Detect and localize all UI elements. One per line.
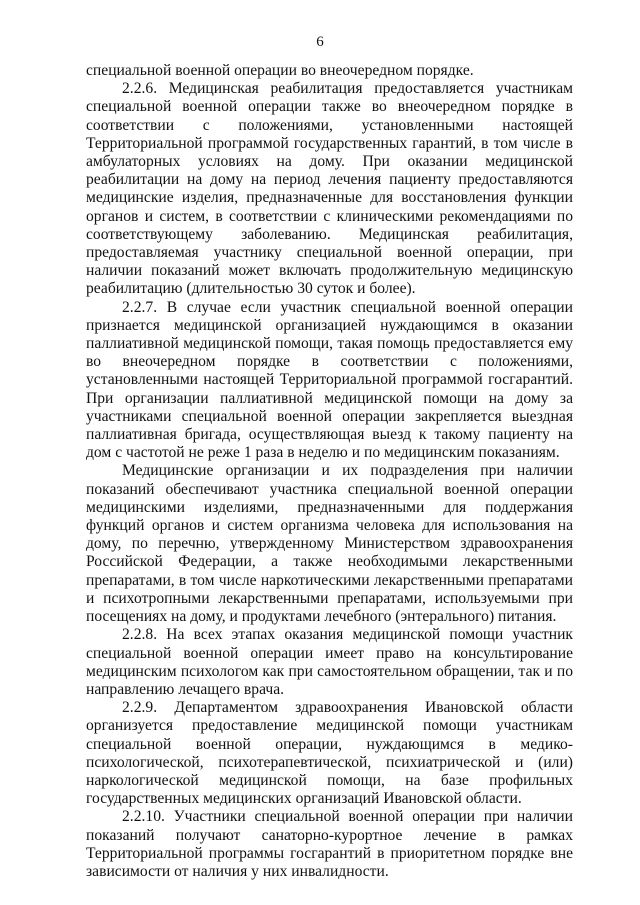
paragraph-2-2-7: 2.2.7. В случае если участник специальной военной операции признается медицинской организацией нуждающимся в оказании паллиативной медицинской помощи, такая помощь предоставляется ему во внеочередном порядке в соответствии с положениями, установленными настоящей Территориальной программой госгарантий. При организации паллиативной медицинской помощи на дому за участниками специальной военной операции закрепляется выездная паллиативная бригада, осуществляющая выезд к такому пациенту на дом с частотой не реже 1 раза в неделю и по медицинским показаниям. — [86, 298, 573, 462]
paragraph-2-2-8: 2.2.8. На всех этапах оказания медицинской помощи участник специальной военной операции имеет право на консультирование медицинским психологом как при самостоятельном обращении, так и по направлению лечащего врача. — [86, 626, 573, 698]
paragraph-2-2-10: 2.2.10. Участники специальной военной операции при наличии показаний получают санаторно-курортное лечение в рамках Территориальной программы госгарантий в приоритетном порядке вне зависимости от наличия у них инвалидности. — [86, 808, 573, 880]
paragraph-2-2-9: 2.2.9. Департаментом здравоохранения Ивановской области организуется предоставление медицинской помощи участникам специальной военной операции, нуждающимся в медико-психологической, психотерапевтической, психиатрической и (или) наркологической медицинской помощи, на базе профильных государственных медицинских организаций Ивановской области. — [86, 699, 573, 808]
paragraph-continuation: специальной военной операции во внеочередном порядке. — [86, 62, 474, 79]
paragraph-2-2-6: 2.2.6. Медицинская реабилитация предоставляется участникам специальной военной операции также во внеочередном порядке в соответствии с положениями, установленными настоящей Территориальной программой государственных гарантий, в том числе в амбулаторных условиях на дому. При оказании медицинской реабилитации на дому на период лечения пациенту предоставляются медицинские изделия, предназначенные для восстановления функции органов и систем, в соответствии с клиническими рекомендациями по соответствующему заболеванию. Медицинская реабилитация, предоставляемая участнику специальной военной операции, при наличии показаний может включать продолжительную медицинскую реабилитацию (длительностью 30 суток и более). — [86, 80, 573, 298]
document-body — [86, 62, 573, 881]
page-number: 6 — [316, 34, 324, 50]
paragraph-medical-organizations: Медицинские организации и их подразделения при наличии показаний обеспечивают участника специальной военной операции медицинскими изделиями, предназначенными для поддержания функций органов и систем организма человека для использования на дому, по перечню, утвержденному Министерством здравоохранения Российской Федерации, а также необходимыми лекарственными препаратами, в том числе наркотическими лекарственными препаратами и психотропными лекарственными препаратами, используемыми при посещениях на дому, и продуктами лечебного (энтерального) питания. — [86, 462, 573, 626]
